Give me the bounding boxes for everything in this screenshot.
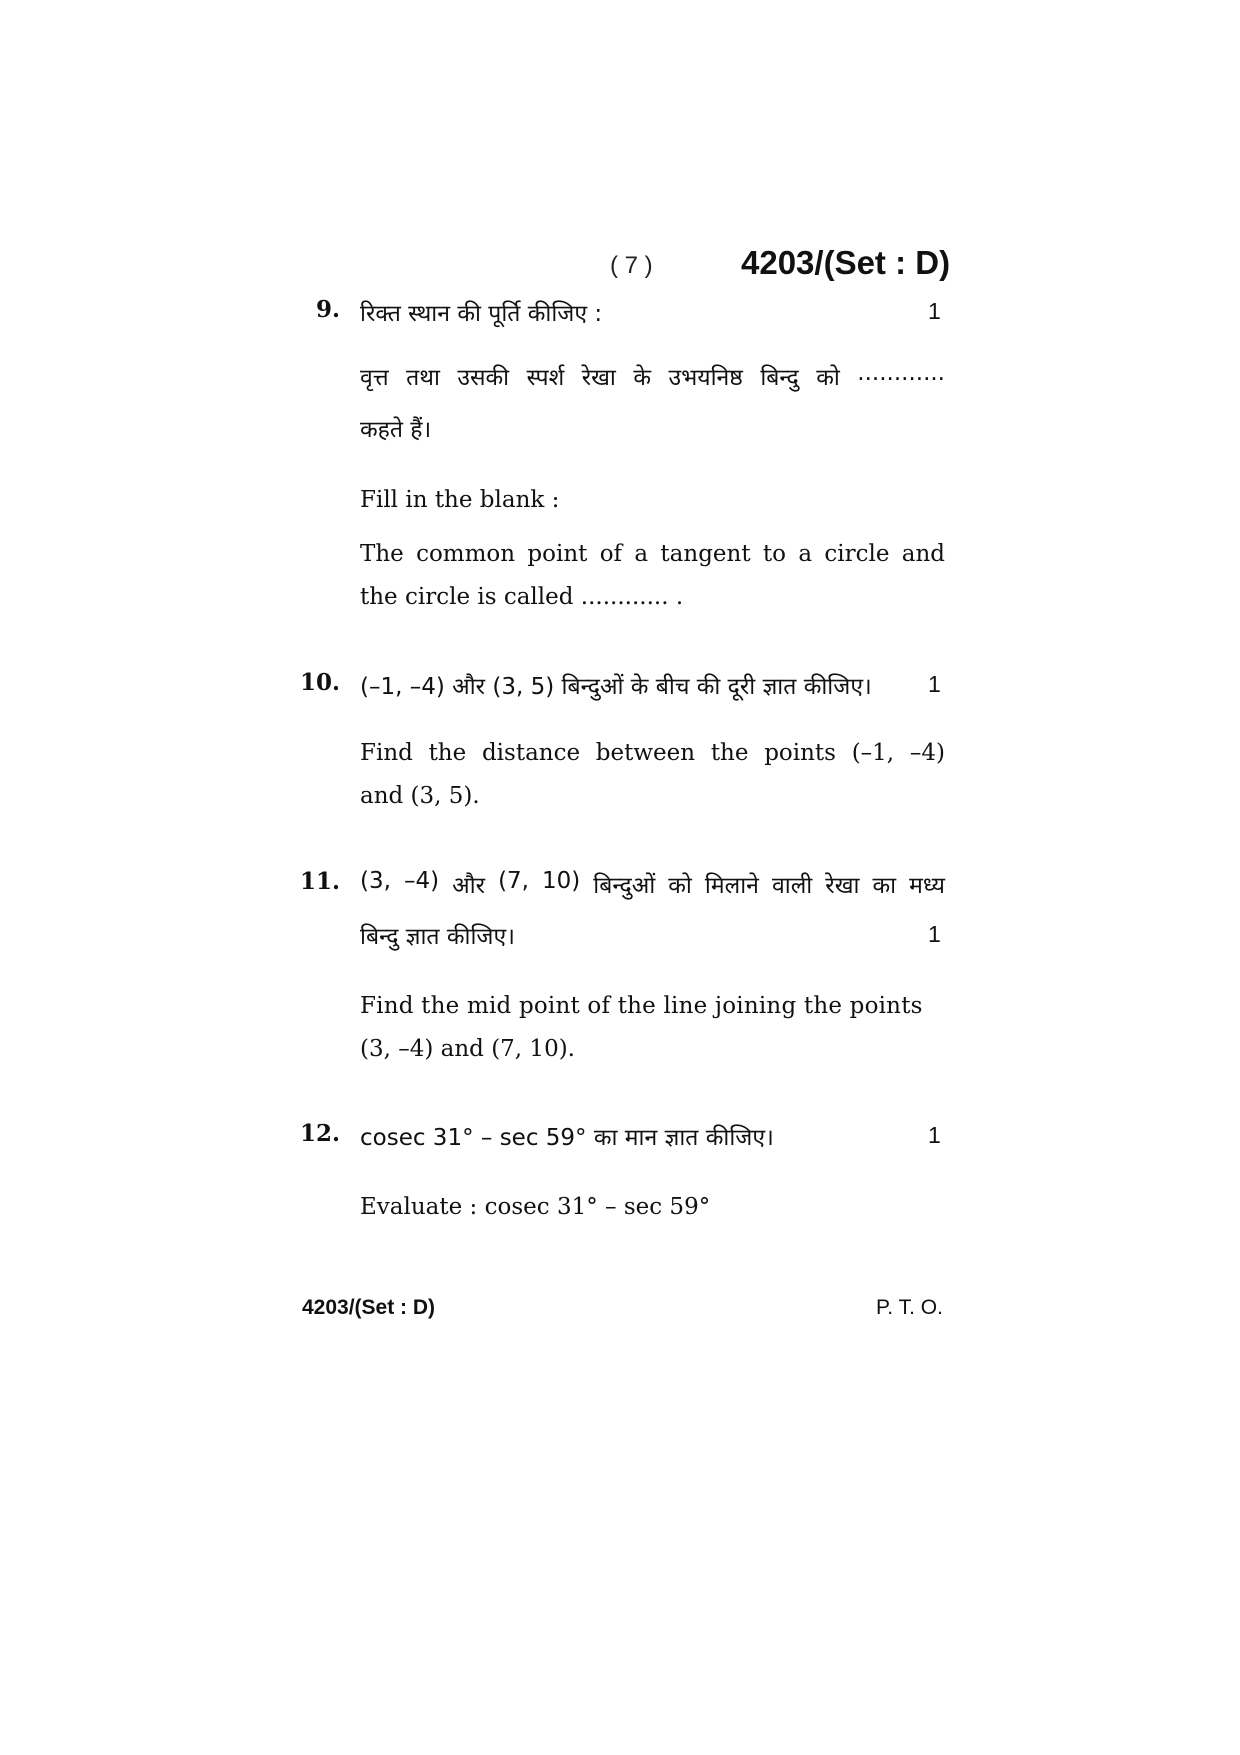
question-12-marks: 1 <box>928 1122 941 1148</box>
word: का <box>872 873 897 899</box>
question-10-number: 10. <box>299 669 340 696</box>
word: (7, <box>498 868 529 894</box>
word: के <box>633 365 652 391</box>
word: –4) <box>403 868 440 894</box>
question-10-marks: 1 <box>928 671 941 697</box>
word: points <box>764 740 836 766</box>
word: (–1, <box>851 740 895 766</box>
word: common <box>416 541 516 567</box>
question-11-marks: 1 <box>928 921 941 947</box>
word: वाली <box>771 873 813 899</box>
word: point <box>527 541 588 567</box>
question-11-english-line1: Find the mid point of the line joining the points <box>360 993 923 1019</box>
question-12-english: Evaluate : cosec 31° – sec 59° <box>360 1194 711 1220</box>
question-10-english-line2: and (3, 5). <box>360 783 480 809</box>
word: उसकी <box>457 365 510 391</box>
pto-label: P. T. O. <box>876 1296 943 1319</box>
word: Find <box>360 740 413 766</box>
word: रेखा <box>581 365 616 391</box>
paper-code-header: 4203/(Set : D) <box>741 244 951 281</box>
word: of <box>599 541 623 567</box>
word: को <box>816 365 840 391</box>
word: tangent <box>660 541 751 567</box>
word: circle <box>824 541 890 567</box>
question-9-english-prompt: Fill in the blank : <box>360 487 560 513</box>
question-9-english-sentence <box>360 541 945 567</box>
word: distance <box>481 740 581 766</box>
word: (3, <box>360 868 391 894</box>
word: –4) <box>909 740 945 766</box>
question-12-hindi: cosec 31° – sec 59° का मान ज्ञात कीजिए। <box>360 1125 774 1151</box>
word: a <box>634 541 649 567</box>
question-9-hindi-prompt: रिक्त स्थान की पूर्ति कीजिए : <box>360 301 603 327</box>
question-9-english-sentence-end: the circle is called ............ . <box>360 584 684 610</box>
question-9-hindi-sentence <box>360 360 945 392</box>
word: and <box>901 541 945 567</box>
question-12-number: 12. <box>299 1120 340 1147</box>
question-11-english-line2: (3, –4) and (7, 10). <box>360 1036 575 1062</box>
word: स्पर्श <box>526 365 565 391</box>
question-10-hindi: (–1, –4) और (3, 5) बिन्दुओं के बीच की दूरी ज्ञात कीजिए। <box>360 674 872 700</box>
word: the <box>710 740 749 766</box>
word: और <box>452 873 486 899</box>
word: वृत्त <box>360 365 389 391</box>
question-9-marks: 1 <box>928 298 941 324</box>
question-9-number: 9. <box>315 296 340 323</box>
word: बिन्दु <box>760 365 799 391</box>
word: को <box>668 873 692 899</box>
question-11-number: 11. <box>299 868 340 895</box>
word: the <box>428 740 467 766</box>
word: 10) <box>542 868 581 894</box>
question-11-hindi-line2: बिन्दु ज्ञात कीजिए। <box>360 924 515 950</box>
blank: ............ <box>857 360 945 386</box>
word: मध्य <box>909 873 945 899</box>
word: मिलाने <box>704 873 759 899</box>
word: तथा <box>406 365 440 391</box>
word: a <box>798 541 813 567</box>
word: उभयनिष्ठ <box>668 365 743 391</box>
word: बिन्दुओं <box>593 873 656 899</box>
question-11-hindi-line1 <box>360 868 945 900</box>
page-number: ( 7 ) <box>610 252 653 279</box>
paper-code-footer: 4203/(Set : D) <box>302 1296 436 1319</box>
question-10-english-line1 <box>360 740 945 766</box>
word: The <box>360 541 404 567</box>
question-9-hindi-sentence-end: कहते हैं। <box>360 417 432 443</box>
word: to <box>762 541 786 567</box>
word: between <box>595 740 696 766</box>
word: रेखा <box>825 873 860 899</box>
